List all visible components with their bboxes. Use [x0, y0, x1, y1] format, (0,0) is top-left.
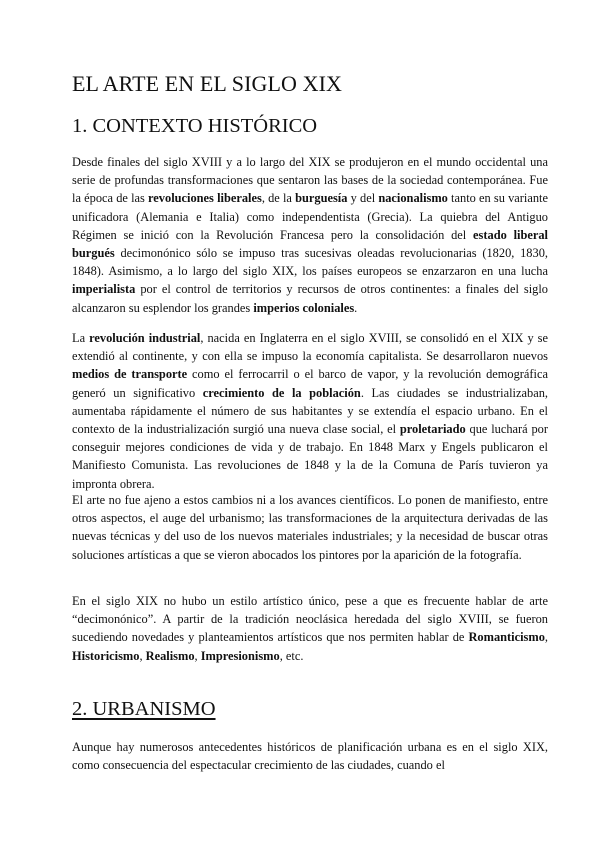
- text-run: En el siglo XIX no hubo un estilo artístico único, pese a que es frecuente hablar de arte “decimonónico”. A partir de la tradición neoclásica heredada del siglo XVIII, se fueron sucediendo novedades y planteamientos artísticos que nos permiten hablar de: [72, 594, 548, 645]
- text-run: por el control de territorios y recursos de otros continentes: a finales del siglo alcanzaron su esplendor los grandes: [72, 282, 548, 315]
- text-run: y del: [347, 191, 379, 206]
- section-heading-urbanismo: 2. URBANISMO: [72, 698, 216, 720]
- paragraph-contexto-1: [72, 153, 548, 317]
- text-run: . Las ciudades se industrializaban, aumentaba rápidamente el número de sus habitantes y se extendía el espacio urbano. En el contexto de la industrialización surgió una nueva clase social, el: [72, 385, 548, 437]
- bold-term-revoluciones-liberales: revoluciones liberales: [148, 191, 262, 206]
- bold-term-imperios-coloniales: imperios coloniales: [253, 300, 355, 315]
- bold-term-revolucion-industrial: revolución industrial: [89, 331, 201, 345]
- text-run: , de la: [261, 191, 296, 206]
- text-run: Desde finales del siglo XVIII y a lo largo del XIX se produjeron en el mundo occidental una serie de profundas transformaciones que sentaron las bases de la sociedad contemporánea. Fue la época de las: [72, 155, 548, 206]
- bold-term-nacionalismo: nacionalismo: [378, 191, 448, 206]
- text-run: La: [72, 331, 90, 345]
- text-run: .: [354, 300, 358, 315]
- text-run: , etc.: [279, 648, 304, 663]
- bold-term-burguesia: burguesía: [295, 191, 348, 206]
- paragraph-contexto-4: [72, 592, 548, 665]
- text-run: como el ferrocarril o el barco de vapor, y la revolución demográfica generó un significativo: [72, 367, 548, 400]
- paragraph-contexto-2: [72, 329, 548, 493]
- bold-term-historicismo: Historicismo: [72, 648, 140, 663]
- bold-term-realismo: Realismo: [145, 648, 195, 663]
- bold-term-romanticismo: Romanticismo: [468, 630, 545, 645]
- section-heading-contexto-historico: 1. CONTEXTO HISTÓRICO: [72, 115, 318, 137]
- text-run: ,: [544, 630, 548, 645]
- paragraph-urbanismo-1: Aunque hay numerosos antecedentes históricos de planificación urbana es en el siglo XIX, como consecuencia del espectacular crecimiento de las ciudades, cuando el: [72, 740, 548, 773]
- bold-term-proletariado: proletariado: [399, 422, 466, 437]
- bold-term-imperialista: imperialista: [72, 282, 136, 297]
- text-run: que luchará por conseguir mejores condiciones de vida y de trabajo. En 1848 Marx y Engels publicaron el Manifiesto Comunista. Las revoluciones de 1848 y la de la Comuna de París tuvieron ya impronta obrera.: [72, 422, 548, 491]
- paragraph-contexto-3: El arte no fue ajeno a estos cambios ni a los avances científicos. Lo ponen de manifiesto, entre otros aspectos, el auge del urbanismo; las transformaciones de la arquitectura derivadas de las nuevas técnicas y del uso de los nuevos materiales industriales; y la necesidad de buscar otras soluciones artísticas a que se vieron abocados los pintores por la aparición de la fotografía.: [72, 493, 548, 562]
- bold-term-estado-liberal-burgues: estado liberal burgués: [72, 227, 548, 261]
- document-title: EL ARTE EN EL SIGLO XIX: [72, 71, 343, 96]
- bold-term-medios-de-transporte: medios de transporte: [72, 367, 188, 382]
- text-run: ,: [139, 648, 146, 663]
- text-run: , nacida en Inglaterra en el siglo XVIII, se consolidó en el XIX y se extendió al continente, y con ella se impuso la economía capitalista. Se desarrollaron nuevos: [72, 331, 548, 364]
- text-run: tanto en su variante unificadora (Alemania e Italia) como independentista (Grecia). La quiebra del Antiguo Régimen se inició con la Revolución Francesa pero la consolidación del: [72, 191, 548, 242]
- text-run: ,: [194, 648, 201, 663]
- bold-term-impresionismo: Impresionismo: [200, 648, 280, 663]
- bold-term-crecimiento-de-la-poblacion: crecimiento de la población: [202, 385, 361, 400]
- text-run: decimonónico sólo se impuso tras sucesivas oleadas revolucionarias (1820, 1830, 1848). Asimismo, a lo largo del siglo XIX, los países europeos se enzarzaron en una lucha: [72, 246, 548, 279]
